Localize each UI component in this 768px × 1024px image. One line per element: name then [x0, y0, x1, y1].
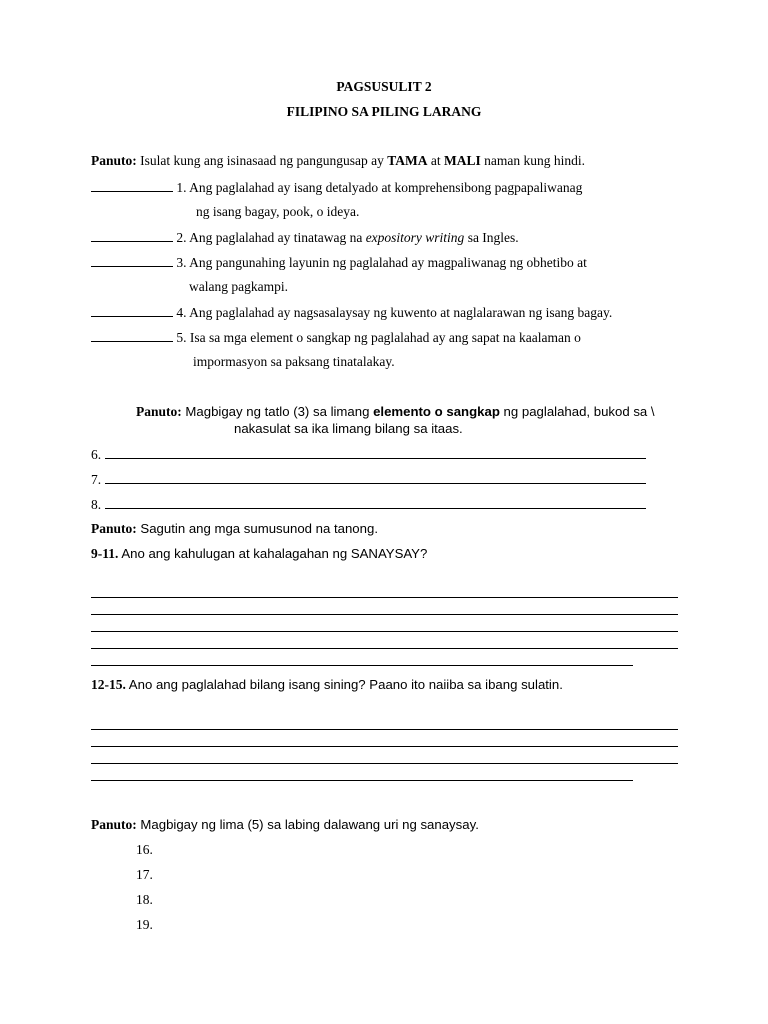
answer-blank[interactable] [91, 304, 173, 317]
question-item-1-continued: ng isang bagay, pook, o ideya. [196, 204, 360, 219]
elemento-keyword: elemento o sangkap [373, 404, 500, 419]
instruction-label: Panuto: [91, 153, 137, 168]
question-item-3: 3. Ang pangunahing layunin ng paglalahad ay magpaliwanag ng obhetibo at [91, 254, 587, 271]
answer-rule[interactable] [91, 729, 678, 730]
answer-rule[interactable] [91, 614, 678, 615]
question-number: 9-11. [91, 546, 119, 561]
answer-blank[interactable] [105, 496, 646, 509]
question-item-2: 2. Ang paglalahad ay tinatawag na expository writing sa Ingles. [91, 229, 519, 246]
question-item-1: 1. Ang paglalahad ay isang detalyado at komprehensibong pagpapaliwanag [91, 179, 582, 196]
list-item-17: 17. [136, 867, 153, 882]
question-item-5: 5. Isa sa mga element o sangkap ng paglalahad ay ang sapat na kaalaman o [91, 329, 581, 346]
question-number: 12-15. [91, 677, 126, 692]
question-item-4: 4. Ang paglalahad ay nagsasalaysay ng kuwento at naglalarawan ng isang bagay. [91, 304, 612, 321]
mali-keyword: MALI [443, 153, 481, 168]
answer-rule[interactable] [91, 631, 678, 632]
instruction-label: Panuto: [91, 817, 137, 832]
answer-line-6: 6. [91, 446, 646, 463]
answer-blank[interactable] [91, 229, 173, 242]
answer-rule[interactable] [91, 763, 678, 764]
question-12-15: 12-15. Ano ang paglalahad bilang isang sining? Paano ito naiiba sa ibang sulatin. [91, 677, 563, 692]
answer-blank[interactable] [91, 254, 173, 267]
instruction-part2-continued: nakasulat sa ika limang bilang sa itaas. [234, 421, 463, 436]
list-item-16: 16. [136, 842, 153, 857]
page-subtitle: FILIPINO SA PILING LARANG [286, 104, 482, 119]
instruction-part2: Panuto: Magbigay ng tatlo (3) sa limang elemento o sangkap ng paglalahad, bukod sa \ [136, 404, 655, 419]
answer-rule[interactable] [91, 665, 633, 666]
answer-blank[interactable] [91, 329, 173, 342]
instruction-part1: Panuto: Isulat kung ang isinasaad ng pangungusap ay TAMA at MALI naman kung hindi. [91, 153, 585, 168]
answer-rule[interactable] [91, 780, 633, 781]
instruction-label: Panuto: [136, 404, 182, 419]
answer-blank[interactable] [105, 471, 646, 484]
question-item-3-continued: walang pagkampi. [189, 279, 288, 294]
page-title: PAGSUSULIT 2 [336, 79, 432, 94]
instruction-part3: Panuto: Sagutin ang mga sumusunod na tanong. [91, 521, 378, 536]
question-9-11: 9-11. Ano ang kahulugan at kahalagahan ng SANAYSAY? [91, 546, 428, 561]
answer-line-7: 7. [91, 471, 646, 488]
instruction-label: Panuto: [91, 521, 137, 536]
answer-blank[interactable] [105, 446, 646, 459]
question-item-5-continued: impormasyon sa paksang tinatalakay. [193, 354, 395, 369]
answer-blank[interactable] [91, 179, 173, 192]
answer-rule[interactable] [91, 597, 678, 598]
instruction-part4: Panuto: Magbigay ng lima (5) sa labing dalawang uri ng sanaysay. [91, 817, 479, 832]
list-item-18: 18. [136, 892, 153, 907]
tama-keyword: TAMA [387, 153, 428, 168]
answer-rule[interactable] [91, 746, 678, 747]
answer-line-8: 8. [91, 496, 646, 513]
answer-rule[interactable] [91, 648, 678, 649]
list-item-19: 19. [136, 917, 153, 932]
